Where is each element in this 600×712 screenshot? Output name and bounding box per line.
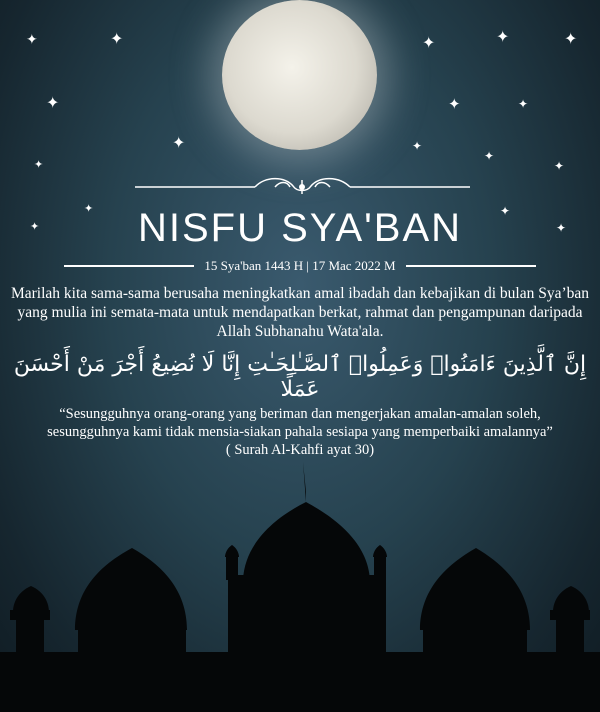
star-icon: ✦ <box>518 97 529 111</box>
message-line: Marilah kita sama-sama berusaha meningkatkan amal ibadah dan kebajikan di bulan Sya’ban <box>10 285 590 302</box>
star-icon: ✦ <box>448 97 461 113</box>
star-icon: ✦ <box>172 135 186 152</box>
star-icon: ✦ <box>412 139 423 153</box>
star-icon: ✦ <box>554 159 565 173</box>
star-icon: ✦ <box>496 29 510 46</box>
date-text: 15 Sya'ban 1443 H | 17 Mac 2022 M <box>204 258 396 273</box>
verse-reference: ( Surah Al-Kahfi ayat 30) <box>225 442 375 458</box>
star-icon: ✦ <box>46 95 60 112</box>
message-line: yang mulia ini semata-mata untuk mendapatkan berkat, rahmat dan pengampunan daripada <box>17 304 583 321</box>
star-icon: ✦ <box>84 203 94 215</box>
star-icon: ✦ <box>26 33 38 48</box>
star-icon: ✦ <box>110 31 124 48</box>
star-icon: ✦ <box>556 221 567 235</box>
poster-title: NISFU SYA'BAN <box>137 206 463 250</box>
star-icon: ✦ <box>34 159 44 171</box>
star-icon: ✦ <box>484 149 495 163</box>
translation-line: “Sesungguhnya orang-orang yang beriman dan mengerjakan amalan-amalan soleh, <box>59 406 541 422</box>
star-icon: ✦ <box>564 31 578 48</box>
star-icon: ✦ <box>422 35 436 52</box>
translation-line: sesungguhnya kami tidak mensia-siakan pahala sesiapa yang memperbaiki amalannya” <box>47 424 553 440</box>
star-icon: ✦ <box>500 204 511 218</box>
message-line: Allah Subhanahu Wata'ala. <box>216 323 384 340</box>
arabic-verse: إِنَّ ٱلَّذِينَ ءَامَنُوا۟ وَعَمِلُوا۟ ٱلصَّـٰلِحَـٰتِ إِنَّا لَا نُضِيعُ أَجْرَ مَنْ أَحْسَنَ عَمَلًا <box>13 352 587 402</box>
star-icon: ✦ <box>30 221 40 233</box>
